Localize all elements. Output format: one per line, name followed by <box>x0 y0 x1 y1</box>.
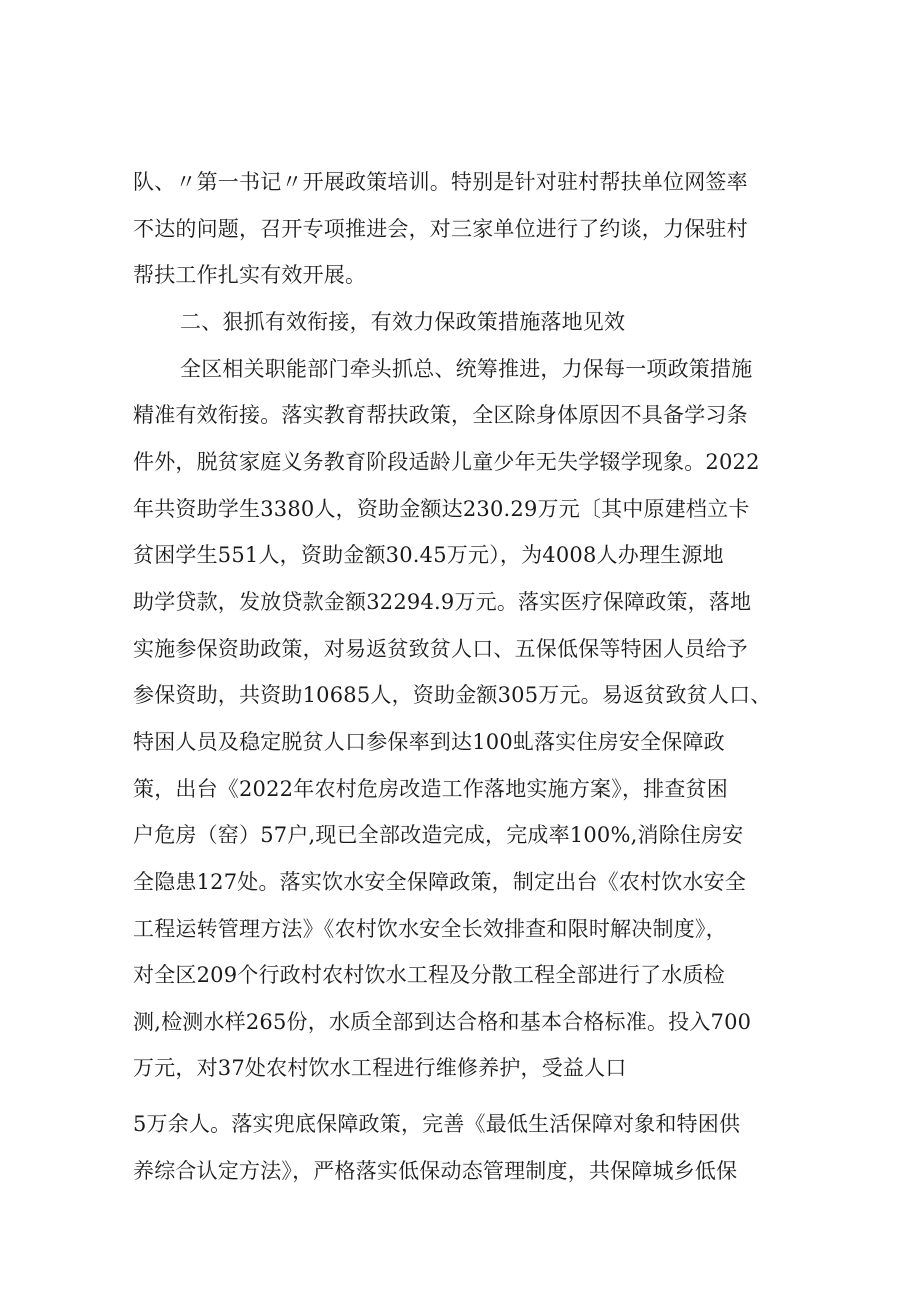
paragraph-line: 户危房（窑）57户,现已全部改造完成，完成率100%,消除住房安 <box>133 823 744 847</box>
paragraph-line: 年共资助学生3380人，资助金额达230.29万元〔其中原建档立卡 <box>133 497 750 521</box>
paragraph-line: 万元，对37处农村饮水工程进行维修养护，受益人口 <box>133 1056 627 1080</box>
paragraph-line: 帮扶工作扎实有效开展。 <box>133 263 367 287</box>
paragraph-line: 队、〃第一书记〃开展政策培训。特别是针对驻村帮扶单位网签率 <box>133 170 748 194</box>
paragraph-line: 工程运转管理方法》《农村饮水安全长效排查和限时解决制度》， <box>133 917 727 941</box>
paragraph-line: 实施参保资助政策，对易返贫致贫人口、五保低保等特困人员给予 <box>133 637 748 661</box>
paragraph-line: 精准有效衔接。落实教育帮扶政策，全区除身体原因不具备学习条 <box>133 403 748 427</box>
section-heading: 二、狠抓有效衔接，有效力保政策措施落地见效 <box>180 310 626 334</box>
paragraph-line: 全区相关职能部门牵头抓总、统筹推进，力保每一项政策措施 <box>180 357 753 381</box>
paragraph-line: 全隐患127处。落实饮水安全保障政策，制定出台《农村饮水安全 <box>133 870 747 894</box>
paragraph-line: 不达的问题，召开专项推进会，对三家单位进行了约谈，力保驻村 <box>133 217 748 241</box>
paragraph-line: 养综合认定方法》，严格落实低保动态管理制度，共保障城乡低保 <box>133 1159 738 1183</box>
paragraph-line: 测,检测水样265份，水质全部到达合格和基本合格标准。投入700 <box>133 1010 752 1034</box>
paragraph-line: 5万余人。落实兜底保障政策，完善《最低生活保障对象和特困供 <box>133 1112 741 1136</box>
paragraph-line: 策，出台《2022年农村危房改造工作落地实施方案》，排查贫困 <box>133 777 728 801</box>
paragraph-line: 对全区209个行政村农村饮水工程及分散工程全部进行了水质检 <box>133 963 725 987</box>
paragraph-line: 助学贷款，发放贷款金额32294.9万元。落实医疗保障政策，落地 <box>133 590 752 614</box>
paragraph-line: 件外，脱贫家庭义务教育阶段适龄儿童少年无失学辍学现象。2022 <box>133 450 760 474</box>
paragraph-line: 贫困学生551人，资助金额30.45万元），为4008人办理生源地 <box>133 543 724 567</box>
paragraph-line: 特困人员及稳定脱贫人口参保率到达100虬落实住房安全保障政 <box>133 730 725 754</box>
paragraph-line: 参保资助，共资助10685人，资助金额305万元。易返贫致贫人口、 <box>133 683 772 707</box>
